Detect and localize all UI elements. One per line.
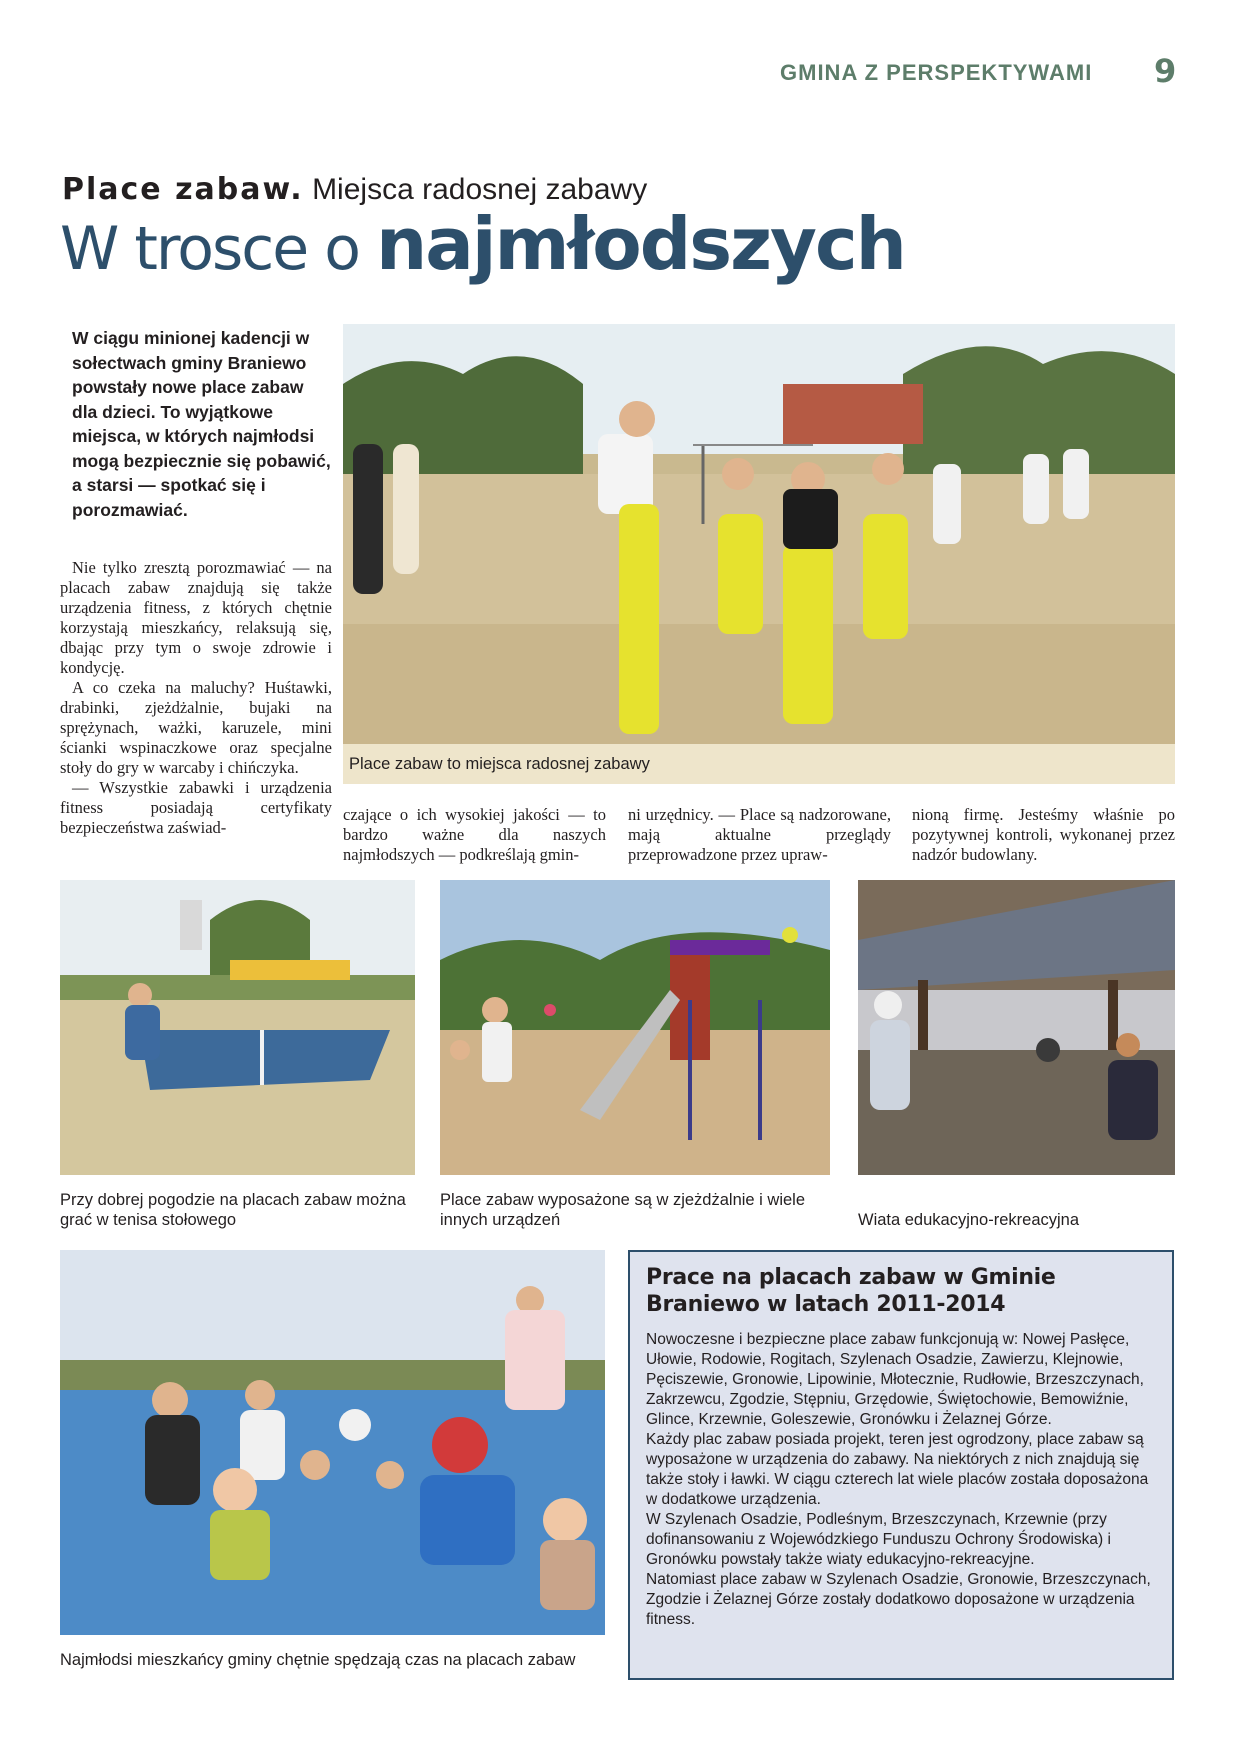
body-paragraph: Nie tylko zresztą porozmawiać — na placach zabaw znajdują się także urządzenia fitness, z których chętnie korzystają mieszkańcy, relaksują się, dbając przy tym o swoje zdrowie i kondycję. — [60, 558, 332, 677]
sidebar-paragraph: Każdy plac zabaw posiada projekt, teren jest ogrodzony, place zabaw są wyposażone w urządzenia do zabawy. Na niektórych z nich znajdują się także stoły i ławki. W ciągu czterech lat wiele placów została doposażona w dodatkowe urządzenia. — [646, 1431, 1149, 1508]
sidebar-paragraph: W Szylenach Osadzie, Podleśnym, Brzeszczynach, Krzewnie (przy dofinansowaniu z Wojewódzkiego Funduszu Ochrony Środowiska) i Gronówku powstały także wiaty edukacyjno-rekreacyjne. — [646, 1511, 1111, 1568]
sidebar-paragraph: Natomiast place zabaw w Szylenach Osadzie, Gronowie, Brzeszczynach, Zgodzie i Żelaznej Górze zostały dodatkowo doposażone w urządzenia fitness. — [646, 1571, 1151, 1628]
kicker-light: Miejsca radosnej zabawy — [312, 173, 648, 206]
body-column-4 — [912, 805, 1175, 865]
body-column-2 — [343, 805, 606, 865]
body-paragraph: — Wszystkie zabawki i urządzenia fitness posiadają certyfikaty bezpieczeństwa zaświad- — [60, 778, 332, 837]
sidebar-paragraph: Nowoczesne i bezpieczne place zabaw funkcjonują w: Nowej Pasłęce, Ułowie, Rodowie, Rogitach, Szylenach Osadzie, Zawierzu, Klejnowie, Pęciszewie, Gronowie, Lipowinie, Młotecznie, Rudłowie, Brzeszczynach, Zakrzewcu, Zgodzie, Stępniu, Grzędowie, Świętochowie, Bemowiźnie, Glince, Krzewnie, Goleszewie, Gronówku i Żelaznej Górze. — [646, 1331, 1144, 1428]
photo-shelter — [858, 880, 1175, 1175]
photo-slide — [440, 880, 830, 1175]
slide-illustration — [440, 880, 830, 1175]
caption-shelter: Wiata edukacyjno-rekreacyjna — [858, 1211, 1080, 1229]
photo-children-trampoline — [60, 1250, 605, 1635]
body-paragraph: czające o ich wysokiej jakości — to bardzo ważne dla naszych najmłodszych — podkreślają gmin- — [343, 805, 606, 864]
headline — [60, 202, 1180, 286]
body-paragraph: A co czeka na maluchy? Huśtawki, drabinki, zjeżdżalnie, bujaki na sprężynach, ważki, karuzele, mini ścianki wspinaczkowe oraz specjalne stoły do gry w warcaby i chińczyka. — [60, 678, 332, 777]
headline-light: W trosce o — [60, 214, 376, 284]
caption-slide: Place zabaw wyposażone są w zjeżdżalnie i wiele innych urządzeń — [440, 1191, 806, 1229]
shelter-illustration — [858, 880, 1175, 1175]
lead-paragraph: W ciągu minionej kadencji w sołectwach gminy Braniewo powstały nowe place zabaw dla dzieci. To wyjątkowe miejsca, w których najmłodsi mogą bezpiecznie się pobawić, a starsi — spotkać się i porozmawiać. — [72, 328, 331, 520]
caption-table-tennis: Przy dobrej pogodzie na placach zabaw można grać w tenisa stołowego — [60, 1191, 406, 1229]
body-paragraph: nioną firmę. Jesteśmy właśnie po pozytywnej kontroli, wykonanej przez nadzór budowlany. — [912, 805, 1175, 864]
body-paragraph: ni urzędnicy. — Place są nadzorowane, mają aktualne przeglądy przeprowadzone przez upraw- — [628, 805, 891, 864]
table-tennis-illustration — [60, 880, 415, 1175]
children-illustration — [60, 1250, 605, 1635]
caption-children: Najmłodsi mieszkańcy gminy chętnie spędzają czas na placach zabaw — [60, 1651, 576, 1669]
sidebar-box — [628, 1250, 1174, 1680]
headline-heavy: najmłodszych — [376, 202, 905, 286]
page-number: 9 — [1154, 52, 1177, 90]
photo-table-tennis — [60, 880, 415, 1175]
main-photo-sack-race — [343, 324, 1175, 784]
main-photo-caption: Place zabaw to miejsca radosnej zabawy — [343, 744, 1175, 784]
sack-race-illustration — [343, 324, 1175, 784]
sidebar-title: Prace na placach zabaw w Gminie Braniewo w latach 2011-2014 — [646, 1265, 1056, 1317]
kicker-bold: Place zabaw. — [62, 172, 304, 207]
body-column-3 — [628, 805, 891, 865]
running-header: GMINA Z PERSPEKTYWAMI — [780, 60, 1093, 85]
body-column-1 — [60, 558, 332, 838]
sidebar-body — [646, 1330, 1156, 1630]
